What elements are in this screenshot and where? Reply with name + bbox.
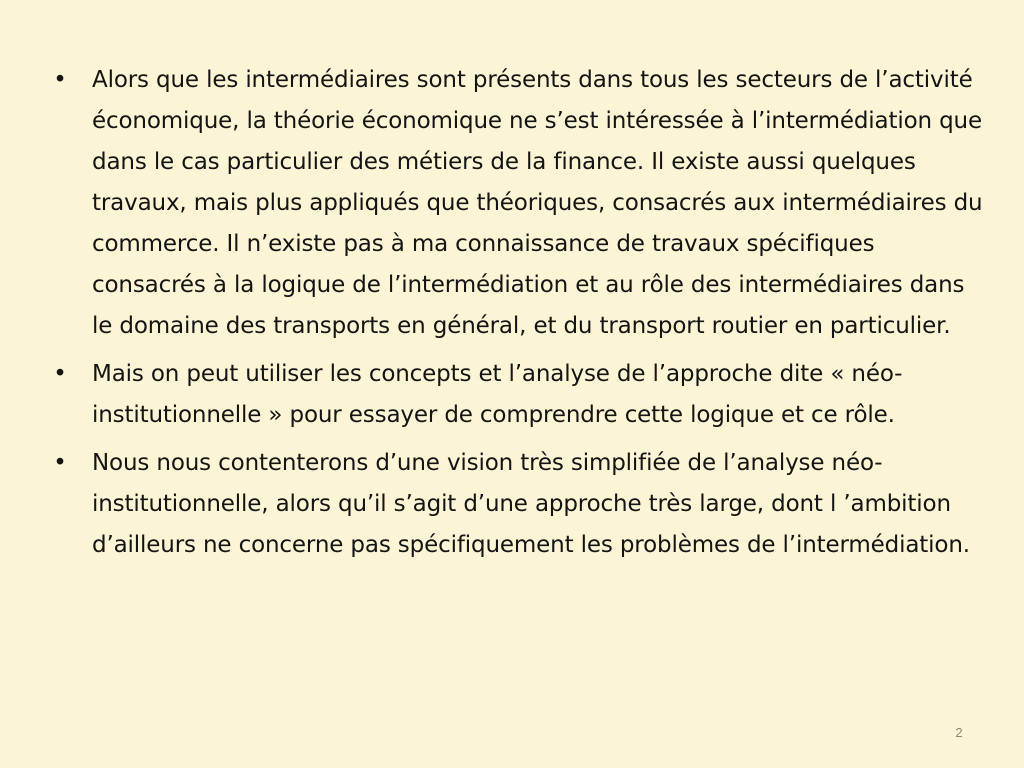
page-number: 2 — [955, 725, 963, 740]
bullet-item-2 — [50, 354, 985, 436]
bullet-list — [50, 60, 985, 573]
bullet-text-2: Mais on peut utiliser les concepts et l’analyse de l’approche dite « néo-institutionnelle » pour essayer de comprendre cette logique et ce rôle. — [92, 361, 903, 428]
bullet-icon: • — [53, 67, 67, 93]
bullet-icon: • — [53, 450, 67, 476]
bullet-text-3: Nous nous contenterons d’une vision très simplifiée de l’analyse néo-institutionnelle, alors qu’il s’agit d’une approche très large, dont l ’ambition d’ailleurs ne concerne pas spécifiquement les problèmes de l’intermédiation. — [92, 450, 970, 558]
bullet-icon: • — [53, 361, 67, 387]
bullet-text-1: Alors que les intermédiaires sont présents dans tous les secteurs de l’activité économique, la théorie économique ne s’est intéressée à l’intermédiation que dans le cas particulier des métiers de la finance. Il existe aussi quelques travaux, mais plus appliqués que théoriques, consacrés aux intermédiaires du commerce. Il n’existe pas à ma connaissance de travaux spécifiques consacrés à la logique de l’intermédiation et au rôle des intermédiaires dans le domaine des transports en général, et du transport routier en particulier. — [92, 67, 983, 339]
bullet-item-1 — [50, 60, 985, 347]
bullet-item-3 — [50, 443, 985, 566]
